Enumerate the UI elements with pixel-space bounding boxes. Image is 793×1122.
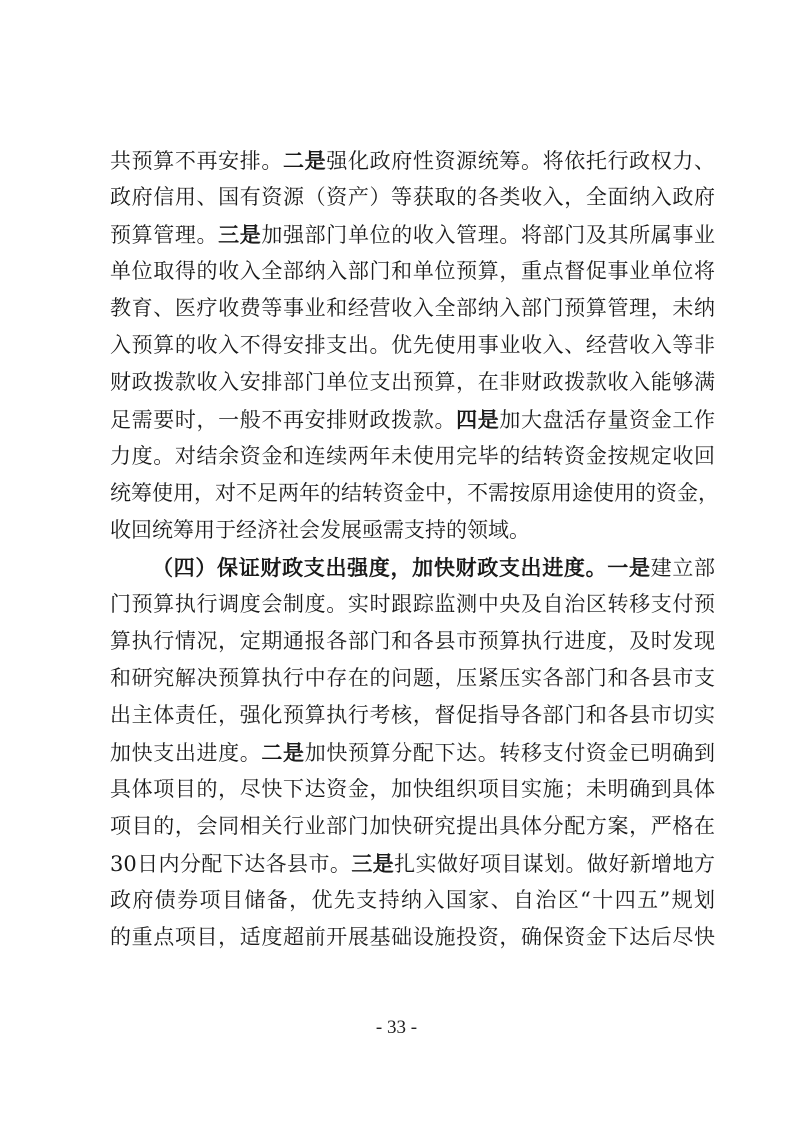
bold-text-segment: 四是: [456, 407, 500, 432]
bold-text-segment: 三是: [218, 222, 262, 247]
text-line: [110, 697, 715, 734]
document-body: [110, 142, 719, 956]
text-line: [110, 549, 715, 586]
text-line: [110, 253, 715, 290]
text-segment: 加快支出进度。: [110, 741, 262, 765]
text-segment: 具体项目的，尽快下达资金，加快组织项目实施；未明确到具体: [110, 777, 715, 801]
text-segment: 教育、医疗收费等事业和经营收入全部纳入部门预算管理，未纳: [110, 296, 715, 320]
text-segment: 加强部门单位的收入管理。将部门及其所属事业: [261, 223, 716, 247]
text-segment: 入预算的收入不得安排支出。优先使用事业收入、经营收入等非: [110, 333, 715, 357]
text-line: [110, 142, 715, 179]
text-segment: 政府债券项目储备，优先支持纳入国家、自治区“十四五”规划: [110, 888, 715, 912]
text-segment: 共预算不再安排。: [110, 149, 284, 173]
text-segment: 的重点项目，适度超前开展基础设施投资，确保资金下达后尽快: [110, 925, 715, 949]
text-segment: 和研究解决预算执行中存在的问题，压紧压实各部门和各县市支: [110, 666, 715, 690]
text-segment: 强化政府性资源统筹。将依托行政权力、: [326, 149, 716, 173]
text-line: [110, 808, 715, 845]
text-segment: 建立部: [650, 556, 716, 580]
text-line: [110, 845, 715, 882]
text-line: [110, 327, 715, 364]
bold-text-segment: 二是: [261, 740, 305, 765]
text-line: [110, 216, 715, 253]
bold-text-segment: （四）保证财政支出强度，加快财政支出进度。一是: [152, 555, 651, 580]
text-segment: 预算管理。: [110, 223, 219, 247]
text-segment: 财政拨款收入安排部门单位支出预算，在非财政拨款收入能够满: [110, 370, 715, 394]
text-line: [110, 771, 715, 808]
text-segment: 统筹使用，对不足两年的结转资金中，不需按原用途使用的资金，: [110, 481, 719, 505]
text-segment: 30日内分配下达各县市。: [110, 852, 352, 876]
page-number: - 33 -: [375, 1017, 418, 1038]
text-line: [110, 475, 719, 512]
text-line: [110, 882, 715, 919]
text-line: [110, 734, 715, 771]
text-line: [110, 660, 715, 697]
text-segment: 收回统筹用于经济社会发展亟需支持的领域。: [110, 518, 530, 542]
text-segment: 出主体责任，强化预算执行考核，督促指导各部门和各县市切实: [110, 703, 715, 727]
text-segment: 力度。对结余资金和连续两年未使用完毕的结转资金按规定收回: [110, 444, 715, 468]
text-line: [110, 919, 715, 956]
text-line: [110, 290, 715, 327]
text-line: [110, 512, 715, 549]
bold-text-segment: 三是: [351, 851, 395, 876]
text-segment: 扎实做好项目谋划。做好新增地方: [394, 852, 715, 876]
text-line: [110, 401, 715, 438]
text-segment: 加大盘活存量资金工作: [499, 408, 716, 432]
text-segment: 加快预算分配下达。转移支付资金已明确到: [304, 741, 716, 765]
text-segment: 政府信用、国有资源（资产）等获取的各类收入，全面纳入政府: [110, 185, 715, 209]
text-segment: 足需要时，一般不再安排财政拨款。: [110, 408, 457, 432]
text-line: [110, 623, 715, 660]
text-segment: 项目的，会同相关行业部门加快研究提出具体分配方案，严格在: [110, 814, 715, 838]
text-segment: 单位取得的收入全部纳入部门和单位预算，重点督促事业单位将: [110, 259, 715, 283]
text-segment: 门预算执行调度会制度。实时跟踪监测中央及自治区转移支付预: [110, 592, 715, 616]
text-line: [110, 586, 715, 623]
bold-text-segment: 二是: [283, 148, 327, 173]
text-line: [110, 438, 715, 475]
text-line: [110, 364, 715, 401]
text-segment: 算执行情况，定期通报各部门和各县市预算执行进度，及时发现: [110, 629, 715, 653]
text-line: [110, 179, 715, 216]
